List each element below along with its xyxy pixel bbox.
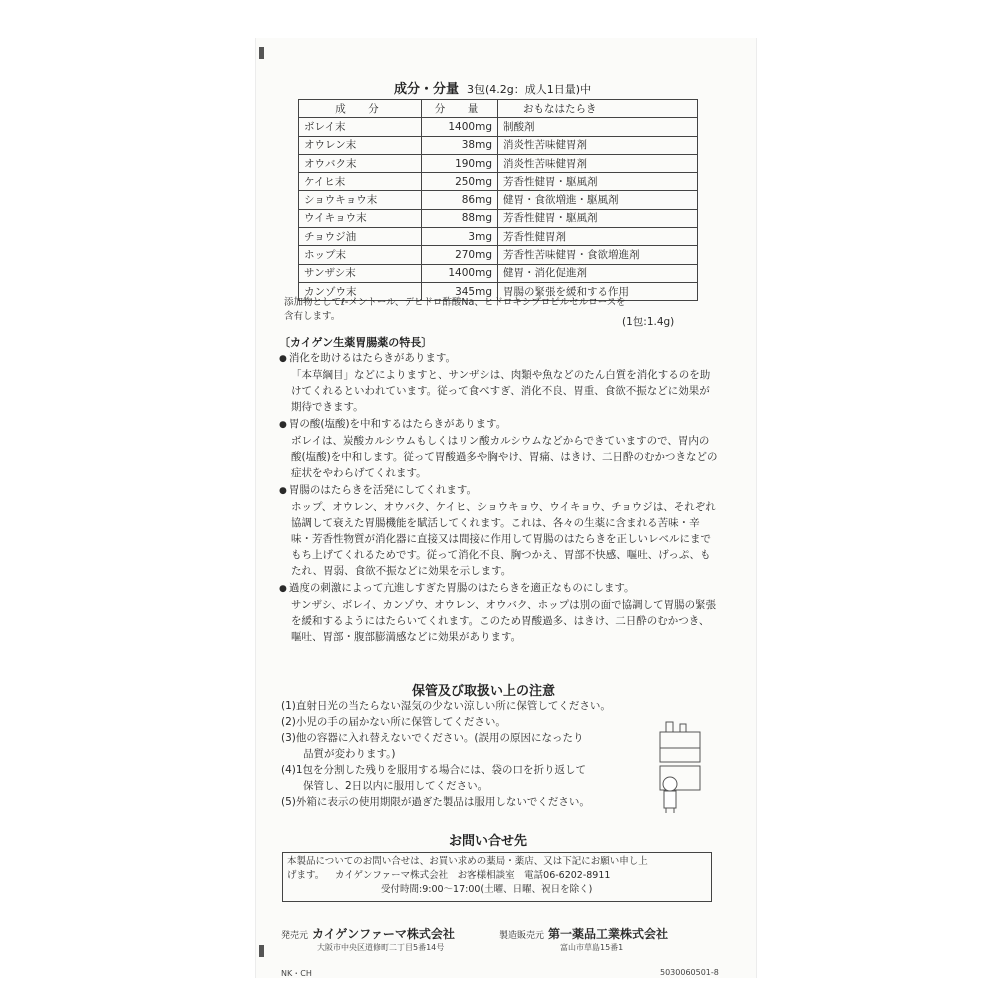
- registration-mark: [259, 945, 264, 957]
- storage-item: 保管し、2日以内に服用してください。: [303, 780, 489, 792]
- additives-line: 含有します。: [284, 311, 341, 322]
- code-left: NK・CH: [281, 969, 312, 978]
- seller-address: 大阪市中央区道修町二丁目5番14号: [317, 943, 445, 952]
- ingredient-amount: 88mg: [422, 209, 498, 227]
- ingredient-name: ボレイ末: [299, 118, 422, 136]
- additives-line: 添加物としてℓ-メントール、デヒドロ酢酸Na、ヒドロキシプロピルセルロースを: [284, 297, 626, 308]
- table-row: [299, 173, 698, 191]
- ingredient-name: ウイキョウ末: [299, 209, 422, 227]
- storage-illustration: [658, 718, 706, 814]
- ingredient-function: 芳香性苦味健胃・食欲増進剤: [498, 246, 698, 264]
- storage-item: 品質が変わります。): [303, 748, 396, 760]
- ingredient-name: オウバク末: [299, 154, 422, 172]
- ingredient-amount: 345mg: [422, 282, 498, 300]
- storage-item: (5)外箱に表示の使用期限が過ぎた製品は服用しないでください。: [281, 796, 590, 808]
- storage-list: [281, 698, 681, 810]
- seller-name: カイゲンファーマ株式会社: [312, 927, 455, 941]
- ingredient-function: 制酸剤: [498, 118, 698, 136]
- ingredient-name: サンザシ末: [299, 264, 422, 282]
- ingredients-table-body: [299, 118, 698, 301]
- ingredient-name: ホップ末: [299, 246, 422, 264]
- storage-item: (2)小児の手の届かない所に保管してください。: [281, 716, 506, 728]
- column-header: 分 量: [422, 100, 498, 118]
- storage-item: (3)他の容器に入れ替えないでください。(誤用の原因になったり: [281, 732, 584, 744]
- feature-body: サンザシ、ボレイ、カンゾウ、オウレン、オウバク、ホップは別の面で協調して胃腸の緊張を緩和するようにはたらいてくれます。このため胃酸過多、はきけ、二日酔のむかつき、嘔吐、胃部・腹部膨満感などに効果があります。: [291, 599, 717, 643]
- ingredient-amount: 250mg: [422, 173, 498, 191]
- code-right: 5030060501-8: [660, 968, 719, 977]
- ingredient-function: 胃腸の緊張を緩和する作用: [498, 282, 698, 300]
- column-header: 成 分: [299, 100, 422, 118]
- maker-block: [499, 925, 668, 942]
- feature-body: ホップ、オウレン、オウバク、ケイヒ、ショウキョウ、ウイキョウ、チョウジは、それぞれ協調して衰えた胃腸機能を賦活してくれます。これは、各々の生薬に含まれる苦味・辛味・芳香性物質が消化器に直接又は間接に作用して胃腸のはたらきを正しいレベルにまでもち上げてくれるためです。従って消化不良、胸つかえ、胃部不快感、嘔吐、げっぷ、もたれ、胃弱、食欲不振などに効果を示します。: [291, 501, 716, 577]
- registration-mark: [259, 47, 264, 59]
- ingredient-name: ショウキョウ末: [299, 191, 422, 209]
- contact-line: げます。: [287, 870, 325, 881]
- table-row: [299, 136, 698, 154]
- feature-heading: ● 胃腸のはたらきを活発にしてくれます。: [279, 482, 719, 499]
- ingredient-amount: 38mg: [422, 136, 498, 154]
- ingredient-amount: 3mg: [422, 228, 498, 246]
- ingredient-function: 消炎性苦味健胃剤: [498, 136, 698, 154]
- ingredient-name: カンゾウ末: [299, 282, 422, 300]
- table-header-row: [299, 100, 698, 118]
- storage-title: 保管及び取扱い上の注意: [412, 684, 556, 699]
- feature-heading: ● 過度の刺激によって亢進しすぎた胃腸のはたらきを適正なものにします。: [279, 580, 719, 597]
- contact-title: お問い合せ先: [449, 834, 528, 849]
- feature-heading: ● 胃の酸(塩酸)を中和するはたらきがあります。: [279, 416, 719, 433]
- contact-line: 本製品についてのお問い合せは、お買い求めの薬局・薬店、又は下記にお願い申し上: [287, 856, 648, 867]
- ingredient-amount: 1400mg: [422, 118, 498, 136]
- ingredient-function: 芳香性健胃剤: [498, 228, 698, 246]
- features-title: 〔カイゲン生薬胃腸薬の特長〕: [279, 336, 433, 349]
- storage-item: (1)直射日光の当たらない湿気の少ない涼しい所に保管してください。: [281, 700, 611, 712]
- maker-name: 第一薬品工業株式会社: [548, 927, 669, 941]
- contact-box: [282, 852, 712, 902]
- ingredients-title: 成分・分量: [394, 82, 460, 97]
- ingredient-function: 消炎性苦味健胃剤: [498, 154, 698, 172]
- storage-item: (4)1包を分割した残りを服用する場合には、袋の口を折り返して: [281, 764, 587, 776]
- table-row: [299, 228, 698, 246]
- per-pack-weight: (1包:1.4g): [622, 316, 675, 328]
- seller-block: [281, 925, 455, 942]
- ingredients-table: [298, 99, 698, 301]
- ingredient-function: 芳香性健胃・駆風剤: [498, 173, 698, 191]
- column-header: おもなはたらき: [498, 100, 698, 118]
- ingredient-amount: 86mg: [422, 191, 498, 209]
- ingredient-name: オウレン末: [299, 136, 422, 154]
- contact-phone: カイゲンファーマ株式会社 お客様相談室 電話06-6202-8911: [335, 870, 611, 881]
- contact-hours: 受付時間:9:00～17:00(土曜、日曜、祝日を除く): [381, 884, 593, 895]
- features-list: [279, 350, 719, 646]
- ingredient-name: チョウジ油: [299, 228, 422, 246]
- maker-label: 製造販売元: [499, 931, 545, 941]
- ingredient-function: 芳香性健胃・駆風剤: [498, 209, 698, 227]
- table-row: [299, 264, 698, 282]
- ingredients-subtitle: 3包(4.2g：成人1日量)中: [467, 83, 592, 96]
- feature-body: ボレイは、炭酸カルシウムもしくはリン酸カルシウムなどからできていますので、胃内の酸(塩酸)を中和します。従って胃酸過多や胸やけ、胃痛、はきけ、二日酔のむかつきなどの症状をやわらげてくれます。: [291, 435, 718, 479]
- ingredient-name: ケイヒ末: [299, 173, 422, 191]
- ingredients-title-row: [394, 78, 591, 97]
- feature-body: 「本草綱目」などによりますと、サンザシは、肉類や魚などのたん白質を消化するのを助けてくれるといわれています。従って食べすぎ、消化不良、胃重、食欲不振などに効果が期待できます。: [291, 369, 711, 413]
- table-row: [299, 246, 698, 264]
- seller-label: 発売元: [281, 931, 309, 941]
- table-row: [299, 118, 698, 136]
- ingredient-amount: 270mg: [422, 246, 498, 264]
- ingredient-function: 健胃・食欲増進・駆風剤: [498, 191, 698, 209]
- table-row: [299, 191, 698, 209]
- ingredient-amount: 1400mg: [422, 264, 498, 282]
- ingredient-amount: 190mg: [422, 154, 498, 172]
- ingredient-function: 健胃・消化促進剤: [498, 264, 698, 282]
- feature-heading: ● 消化を助けるはたらきがあります。: [279, 350, 719, 367]
- table-row: [299, 154, 698, 172]
- table-row: [299, 209, 698, 227]
- maker-address: 富山市草島15番1: [560, 943, 624, 952]
